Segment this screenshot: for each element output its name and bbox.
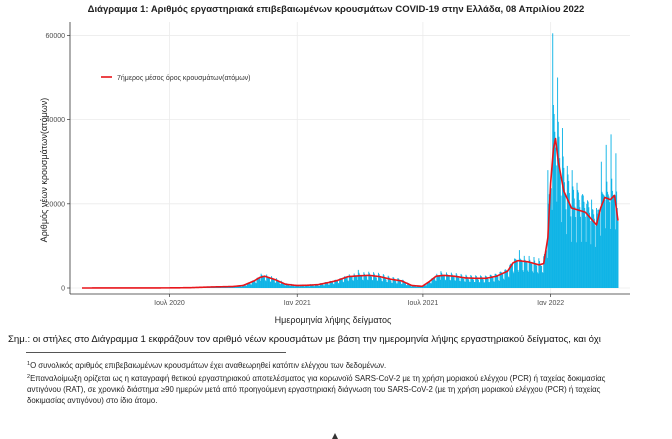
footnote-1-text: Ο συνολικός αριθμός επιβεβαιωμένων κρουσμάτων έχει αναθεωρηθεί κατόπιν ελέγχου των δεδομένων. [30,361,387,370]
y-axis-label: Αριθμός νέων κρουσμάτων(ατόμων) [39,97,49,243]
y-tick-label: 40000 [45,117,65,125]
footnote-1-mark: 1 [27,361,31,367]
legend [101,74,251,82]
y-tick-label: 60000 [45,32,65,40]
x-tick-label: Ιαν 2021 [283,300,311,307]
x-tick-label: Ιαν 2022 [537,300,565,307]
y-tick-label: 20000 [45,201,65,209]
page-triangle-icon [332,433,338,439]
x-tick-label: Ιουλ 2020 [154,300,185,307]
y-axis [46,22,70,294]
legend-label-weekly-average: 7ήμερος μέσος όρος κρουσμάτων(ατόμων) [117,75,251,82]
x-axis [70,294,630,307]
x-tick-label: Ιουλ 2021 [407,300,439,307]
chart-title: Διάγραμμα 1: Αριθμός εργαστηριακά επιβεβαιωμένων κρουσμάτων COVID-19 στην Ελλάδα, 08 Απριλίου 2022 [87,4,585,15]
x-axis-label: Ημερομηνία λήψης δείγματος [274,315,392,325]
daily-case-bar [618,221,619,288]
footnote-2-text: Επαναλοίμωξη ορίζεται ως η καταγραφή θετικού εργαστηριακού αποτελέσματος για κορωνοϊό SARS-CoV-2 με τη χρήση μοριακού ελέγχου (PCR) ή ταχείας δοκιμασίας αντιγόνου (RAT), σε χρονικό διάστημα ≥90 ημερών μετά από προηγούμενη εργαστηριακή διάγνωση του SARS-CoV-2 (με τη χρήση μοριακού ελέγχου (PCR) ή ταχείας δοκιμασίας αντιγόνου) στο ίδιο άτομο. [27,374,606,405]
footnote-1 [27,359,627,371]
footnote-2-mark: 2 [27,374,31,380]
footnote-2 [27,372,627,406]
footnote-divider [26,352,286,353]
y-tick-label: 0 [61,285,65,293]
chart-note: Σημ.: οι στήλες στο Διάγραμμα 1 εκφράζουν τον αριθμό νέων κρουσμάτων με βάση την ημερομηνία λήψης εργαστηριακού δείγματος, και όχι [8,334,601,345]
